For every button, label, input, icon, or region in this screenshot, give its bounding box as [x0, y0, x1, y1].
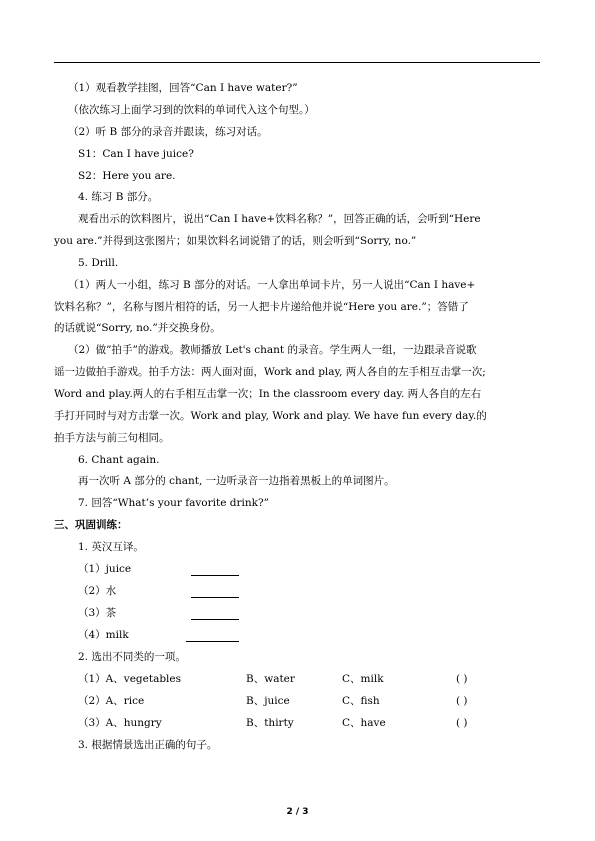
text-line: S1：Can I have juice? — [78, 148, 194, 160]
answer-blank[interactable] — [186, 629, 239, 642]
option-b: B、juice — [246, 695, 290, 707]
answer-blank[interactable] — [191, 585, 239, 598]
text-line: S2：Here you are. — [78, 170, 176, 182]
page-number: 2 / 3 — [286, 807, 309, 817]
text-line: （2）做”拍手”的游戏。教师播放 Let's chant 的录音。学生两人一组，一边跟录音说歌 — [68, 344, 477, 356]
text-line: （依次练习上面学习到的饮料的单词代入这个句型。） — [68, 104, 315, 116]
text-line: 谣一边做拍手游戏。拍手方法：两人面对面，Work and play, 两人各自的左手相互击掌一次; — [54, 366, 486, 378]
translate-item: （1）juice — [78, 563, 132, 575]
text-line: 手打开同时与对方击掌一次。Work and play, Work and play. We have fun every day.的 — [54, 410, 487, 422]
translate-item: （4）milk — [78, 629, 129, 641]
translate-item: （3）茶 — [78, 607, 117, 619]
question-title: 1. 英汉互译。 — [78, 541, 144, 553]
text-line: （1）两人一小组，练习 B 部分的对话。一人拿出单词卡片，另一人说出“Can I have+ — [68, 279, 476, 291]
option-b: B、water — [246, 673, 295, 685]
text-line: 7. 回答“What’s your favorite drink?” — [78, 497, 269, 509]
text-line: （1）观看教学挂图，回答“Can I have water?” — [68, 82, 298, 94]
text-line: 再一次听 A 部分的 chant, 一边听录音一边指着黑板上的单词图片。 — [78, 475, 395, 487]
option-c: C、milk — [342, 673, 384, 685]
option-a: （1）A、vegetables — [78, 673, 182, 685]
question-title: 3. 根据情景选出正确的句子。 — [78, 739, 218, 751]
answer-paren[interactable]: ( ) — [456, 717, 468, 729]
text-line: 的话就说“Sorry, no.”并交换身份。 — [54, 322, 221, 334]
answer-paren[interactable]: ( ) — [456, 673, 468, 685]
text-line: 观看出示的饮料图片，说出“Can I have+饮料名称？”，回答正确的话，会听到“Here — [78, 213, 481, 225]
text-line: （2）听 B 部分的录音并跟读，练习对话。 — [68, 126, 268, 138]
answer-paren[interactable]: ( ) — [456, 695, 468, 707]
text-line: 6. Chant again. — [78, 454, 160, 466]
answer-blank[interactable] — [191, 563, 239, 576]
option-a: （2）A、rice — [78, 695, 145, 707]
text-line: 5. Drill. — [78, 257, 119, 269]
text-line: you are.”并得到这张图片；如果饮料名词说错了的话，则会听到“Sorry, no.” — [54, 235, 417, 247]
question-title: 2. 选出不同类的一项。 — [78, 651, 186, 663]
text-line: 饮料名称？”，名称与图片相符的话，另一人把卡片递给他并说“Here you are.”；答错了 — [54, 301, 469, 313]
option-c: C、fish — [342, 695, 380, 707]
section-title: 三、巩固训练： — [54, 519, 128, 531]
translate-item: （2）水 — [78, 585, 117, 597]
option-c: C、have — [342, 717, 386, 729]
text-line: 拍手方法与前三句相同。 — [54, 432, 170, 444]
text-line: Word and play.两人的右手相互击掌一次；In the classroom every day. 两人各自的左右 — [54, 388, 482, 400]
option-a: （3）A、hungry — [78, 717, 162, 729]
option-b: B、thirty — [246, 717, 294, 729]
header-rule — [54, 62, 540, 63]
answer-blank[interactable] — [191, 607, 239, 620]
text-line: 4. 练习 B 部分。 — [78, 191, 159, 203]
